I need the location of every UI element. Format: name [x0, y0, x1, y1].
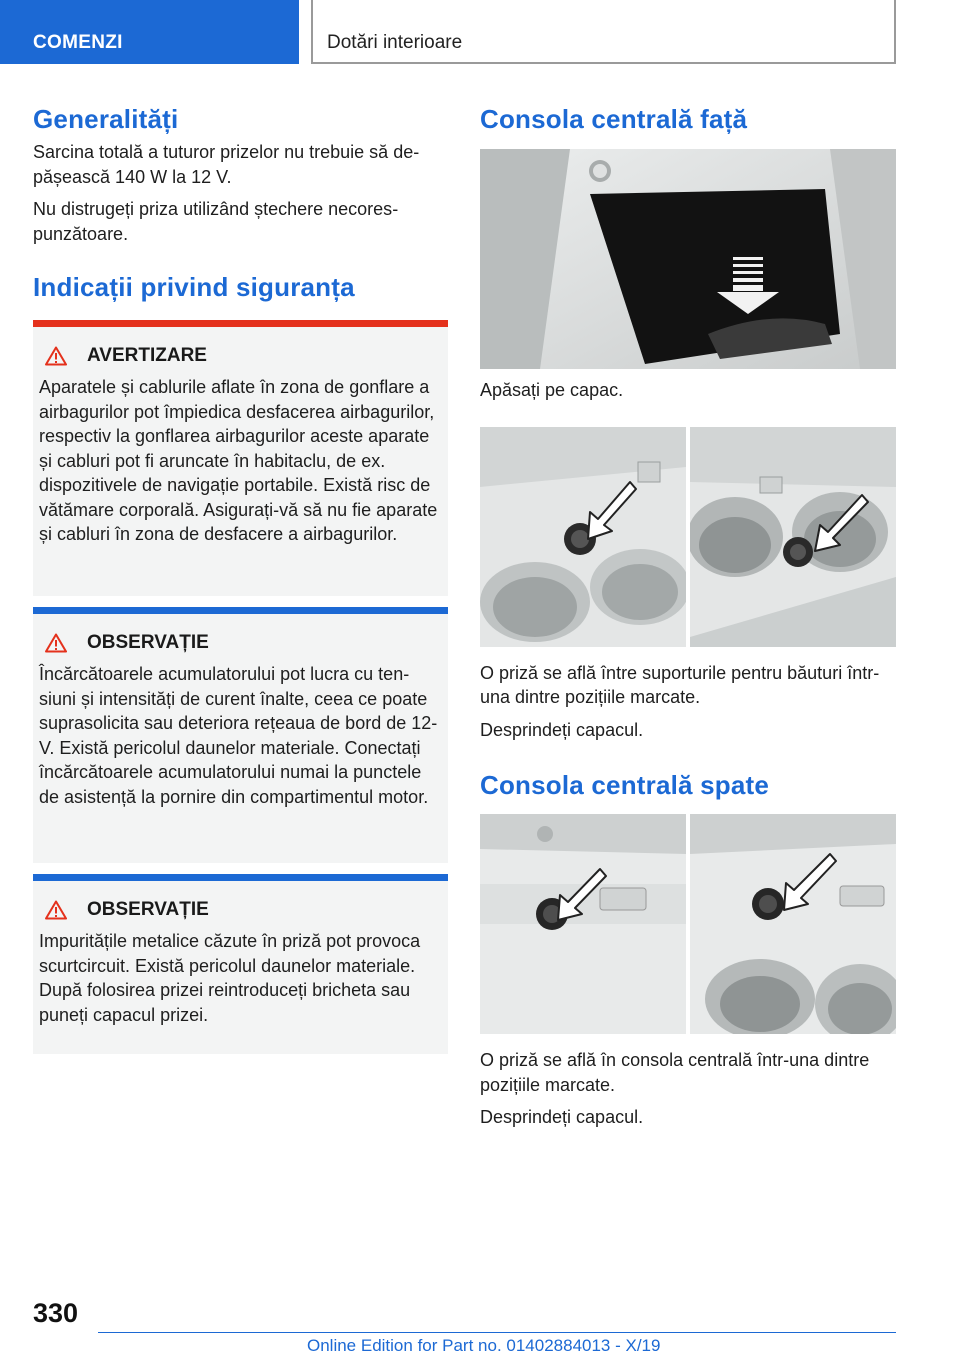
rear-socket-photo-left: [480, 814, 686, 1034]
footer-divider: [98, 1332, 896, 1333]
footer-edition-link[interactable]: Online Edition for Part no. 01402884013 - X/19: [307, 1336, 661, 1355]
rear-console-illustration: [480, 814, 686, 1034]
front-caption-socket-location: O priză se află între suporturile pentru băuturi într-una dintre pozițiile marcate.: [480, 662, 880, 707]
front-console-cover-photo: [480, 149, 896, 369]
front-socket-photo-left: [480, 427, 686, 647]
notice-title: OBSERVAȚIE: [87, 632, 209, 653]
rear-console-illustration: [690, 814, 896, 1034]
warning-title: AVERTIZARE: [87, 345, 207, 366]
rear-socket-photo-right: [690, 814, 896, 1034]
general-paragraph-2: Nu distrugeți priza utilizând ștechere necorespunzătoare.: [33, 199, 399, 244]
front-caption-press-cover: Apăsați pe capac.: [480, 380, 624, 400]
warning-box-airbag: [33, 320, 448, 596]
console-cover-illustration: [480, 149, 896, 369]
warning-triangle-icon: [45, 346, 67, 366]
chapter-label: Dotări interioare: [327, 32, 463, 53]
left-column: [33, 104, 448, 1054]
section-label: COMENZI: [33, 32, 123, 53]
warning-triangle-icon: [45, 900, 67, 920]
right-column: [480, 104, 896, 1130]
front-caption-detach-cover: Desprindeți capacul.: [480, 719, 644, 740]
safety-heading: Indicații privind siguranța: [33, 272, 355, 302]
rear-socket-photos: [480, 814, 896, 1034]
front-socket-photos: [480, 427, 896, 647]
general-heading: Generalități: [33, 104, 179, 134]
notice-text: Impuritățile metalice căzute în priză pot provoca scurtcircuit. Există pericolul daunelor materiale. După folosirea prizei reintroduceți bricheta sau puneți capacul prizei.: [39, 931, 421, 1025]
notice-box-charger: [33, 607, 448, 863]
general-paragraph-1: Sarcina totală a tuturor prizelor nu trebuie să depășească 140 W la 12 V.: [33, 142, 420, 187]
page-number: 330: [33, 1298, 79, 1328]
notice-box-impurities: [33, 874, 448, 1054]
cup-holder-illustration: [690, 427, 896, 647]
cup-holder-illustration: [480, 427, 686, 647]
warning-text: Aparatele și cablurile aflate în zona de gonflare a airbagurilor pot împiedica desfacerea airbagurilor, respectiv la gonflarea airbagurilor aceste aparate și cabluri pot fi aruncate în habitaclu, de ex. dispozitivele de navigație portabile. Există risc de vătămare corporală. Asigurați-vă să nu fie aparate și cabluri în zona de desfacere a airbagurilor.: [39, 377, 438, 544]
warning-triangle-icon: [45, 633, 67, 653]
section-tab[interactable]: [0, 0, 299, 64]
chapter-header: [311, 0, 896, 64]
notice-text: Încărcătoarele acumulatorului pot lucra cu tensiuni și intensități de curent înalte, ceea ce poate suprasolicita sau deteriora rețeaua de bord de 12-V. Există pericolul daunelor materiale. Conectați încărcătoarele acumulatorului numai la punctele de asistență la pornire din compartimentul motor.: [39, 664, 438, 807]
rear-console-heading: Consola centrală spate: [480, 770, 770, 800]
front-socket-photo-right: [690, 427, 896, 647]
rear-caption-detach-cover: Desprindeți capacul.: [480, 1107, 644, 1127]
rear-caption-socket-location: O priză se află în consola centrală într-una dintre pozițiile marcate.: [480, 1050, 870, 1095]
front-console-heading: Consola centrală față: [480, 104, 748, 134]
notice-title: OBSERVAȚIE: [87, 899, 209, 920]
